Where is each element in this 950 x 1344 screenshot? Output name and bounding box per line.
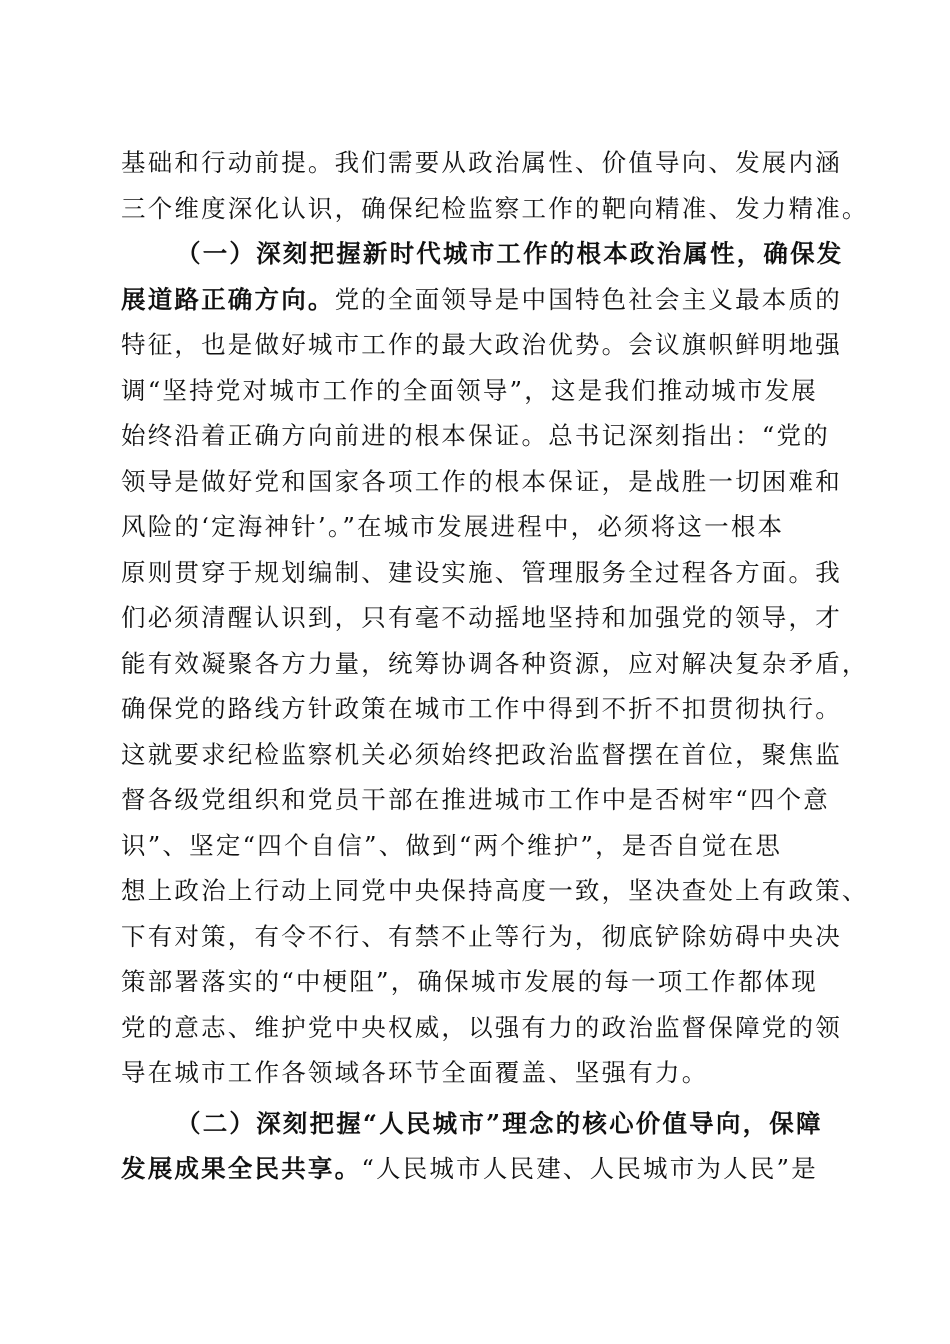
text-line	[121, 1146, 833, 1192]
body-text: 调“坚持党对城市工作的全面领导”，这是我们推动城市发展	[121, 375, 818, 405]
text-line	[121, 686, 842, 732]
text-line	[121, 231, 844, 277]
body-text: 下有对策，有令不行、有禁不止等行为，彻底铲除妨碍中央决	[121, 921, 842, 951]
heading-text: （二）深刻把握“人民城市”理念的核心价值导向，保障	[176, 1108, 823, 1138]
body-text: 确保党的路线方针政策在城市工作中得到不折不扣贯彻执行。	[121, 694, 842, 723]
heading-text: （一）深刻把握新时代城市工作的根本政治属性，确保发	[176, 239, 844, 268]
text-line	[121, 777, 833, 823]
body-text: 党的全面领导是中国特色社会主义最本质的	[334, 284, 842, 314]
body-text: 策部署落实的“中梗阻”，确保城市发展的每一项工作都体现	[121, 967, 818, 996]
text-line	[121, 1005, 842, 1051]
body-text: 三个维度深化认识，确保纪检监察工作的靶向精准、发力精准。	[121, 193, 869, 223]
text-line	[121, 823, 833, 869]
body-text: 识”、坚定“四个自信”、做到“两个维护”，是否自觉在思	[121, 830, 783, 860]
text-line	[121, 868, 869, 914]
text-line	[121, 140, 842, 186]
body-text: 基础和行动前提。我们需要从政治属性、价值导向、发展内涵	[121, 148, 842, 177]
body-text: 能有效凝聚各方力量，统筹协调各种资源，应对解决复杂矛盾，	[121, 648, 869, 678]
heading-text: 展道路正确方向。	[121, 284, 335, 314]
body-text: 导在城市工作各领域各环节全面覆盖、坚强有力。	[121, 1058, 709, 1087]
body-text: “人民城市人民建、人民城市为人民”是	[361, 1154, 818, 1183]
body-text: 风险的‘定海神针’。”在城市发展进程中，必须将这一根本	[121, 512, 785, 541]
body-text: 们必须清醒认识到，只有毫不动摇地坚持和加强党的领导，才	[121, 603, 842, 632]
text-line	[121, 1101, 833, 1147]
text-line	[121, 732, 842, 778]
text-line	[121, 322, 842, 368]
heading-text: 发展成果全民共享。	[121, 1154, 362, 1183]
text-line	[121, 959, 833, 1005]
body-text: 督各级党组织和党员干部在推进城市工作中是否树牢“四个意	[121, 785, 830, 814]
text-line	[121, 186, 869, 232]
document-body	[121, 140, 869, 1192]
text-line	[121, 914, 842, 960]
text-line	[121, 413, 833, 459]
body-text: 党的意志、维护党中央权威，以强有力的政治监督保障党的领	[121, 1012, 842, 1042]
body-text: 领导是做好党和国家各项工作的根本保证，是战胜一切困难和	[121, 466, 842, 496]
text-line	[121, 277, 842, 323]
body-text: 特征，也是做好城市工作的最大政治优势。会议旗帜鲜明地强	[121, 330, 842, 359]
body-text: 想上政治上行动上同党中央保持高度一致，坚决查处上有政策、	[121, 876, 869, 905]
text-line	[121, 504, 833, 550]
body-text: 始终沿着正确方向前进的根本保证。总书记深刻指出：“党的	[121, 421, 830, 450]
text-line	[121, 459, 842, 505]
text-line	[121, 595, 842, 641]
body-text: 原则贯穿于规划编制、建设实施、管理服务全过程各方面。我	[121, 557, 842, 587]
text-line	[121, 1050, 833, 1096]
text-line	[121, 368, 833, 414]
body-text: 这就要求纪检监察机关必须始终把政治监督摆在首位，聚焦监	[121, 739, 842, 769]
text-line	[121, 641, 869, 687]
text-line	[121, 550, 842, 596]
